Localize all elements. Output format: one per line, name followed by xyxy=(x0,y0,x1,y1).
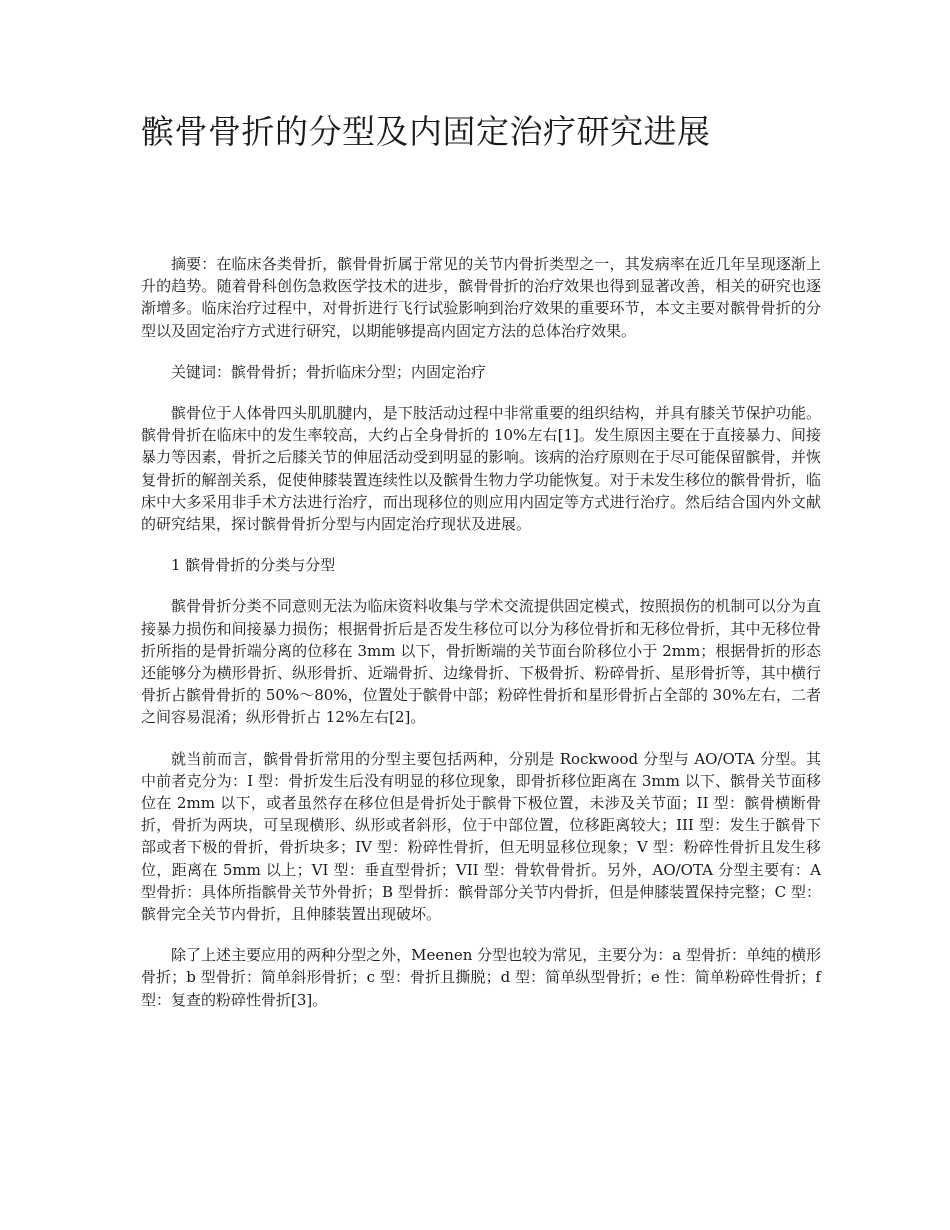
section-heading: 1 髌骨骨折的分类与分型 xyxy=(171,556,336,575)
body-paragraph: 除了上述主要应用的两种分型之外，Meenen 分型也较为常见，主要分为：a 型骨折：单纯的横形骨折；b 型骨折：简单斜形骨折；c 型：骨折且撕脱；d 型：简单纵型骨折；e 性：简单粉碎性骨折；f 型：复查的粉碎性骨折[3]。 xyxy=(141,946,821,1009)
abstract-paragraph: 摘要：在临床各类骨折，髌骨骨折属于常见的关节内骨折类型之一，其发病率在近几年呈现逐渐上升的趋势。随着骨科创伤急救医学技术的进步，髌骨骨折的治疗效果也得到显著改善，相关的研究也逐渐增多。临床治疗过程中，对骨折进行飞行试验影响到治疗效果的重要环节，本文主要对髌骨骨折的分型以及固定治疗方式进行研究，以期能够提高内固定方法的总体治疗效果。 xyxy=(141,255,821,340)
intro-paragraph: 髌骨位于人体骨四头肌肌腱内，是下肢活动过程中非常重要的组织结构，并具有膝关节保护功能。髌骨骨折在临床中的发生率较高，大约占全身骨折的 10%左右[1]。发生原因主要在于直接暴力、间接暴力等因素，骨折之后膝关节的伸屈活动受到明显的影响。该病的治疗原则在于尽可能保留髌骨，并恢复骨折的解剖关系，促使伸膝装置连续性以及髌骨生物力学功能恢复。对于未发生移位的髌骨骨折，临床中大多采用非手术方法进行治疗，而出现移位的则应用内固定等方式进行治疗。然后结合国内外文献的研究结果，探讨髌骨骨折分型与内固定治疗现状及进展。 xyxy=(141,404,821,534)
document-body xyxy=(141,253,821,1030)
body-paragraph: 就当前而言，髌骨骨折常用的分型主要包括两种，分别是 Rockwood 分型与 AO/OTA 分型。其中前者克分为：I 型：骨折发生后没有明显的移位现象，即骨折移位距离在 3mm 以下、髌骨关节面移位在 2mm 以下，或者虽然存在移位但是骨折处于髌骨下极位置，未涉及关节面；II 型：髌骨横断骨折，骨折为两块，可呈现横形、纵形或者斜形，位于中部位置，位移距离较大；III 型：发生于髌骨下部或者下极的骨折，骨折块多；IV 型：粉碎性骨折，但无明显移位现象；V 型：粉碎性骨折且发生移位，距离在 5mm 以上；VI 型：垂直型骨折；VII 型：骨软骨骨折。另外，AO/OTA 分型主要有：A 型骨折：具体所指髌骨关节外骨折；B 型骨折：髌骨部分关节内骨折，但是伸膝装置保持完整；C 型：髌骨完全关节内骨折，且伸膝装置出现破坏。 xyxy=(141,749,821,924)
keywords-paragraph: 关键词：髌骨骨折；骨折临床分型；内固定治疗 xyxy=(171,362,487,381)
page-title: 髌骨骨折的分型及内固定治疗研究进展 xyxy=(141,112,711,151)
body-paragraph: 髌骨骨折分类不同意则无法为临床资料收集与学术交流提供固定模式，按照损伤的机制可以分为直接暴力损伤和间接暴力损伤；根据骨折后是否发生移位可以分为移位骨折和无移位骨折，其中无移位骨折所指的是骨折端分离的位移在 3mm 以下，骨折断端的关节面台阶移位小于 2mm；根据骨折的形态还能够分为横形骨折、纵形骨折、近端骨折、边缘骨折、下极骨折、粉碎骨折、星形骨折等，其中横行骨折占髌骨骨折的 50%～80%，位置处于髌骨中部；粉碎性骨折和星形骨折占全部的 30%左右，二者之间容易混淆；纵形骨折占 12%左右[2]。 xyxy=(141,597,821,727)
